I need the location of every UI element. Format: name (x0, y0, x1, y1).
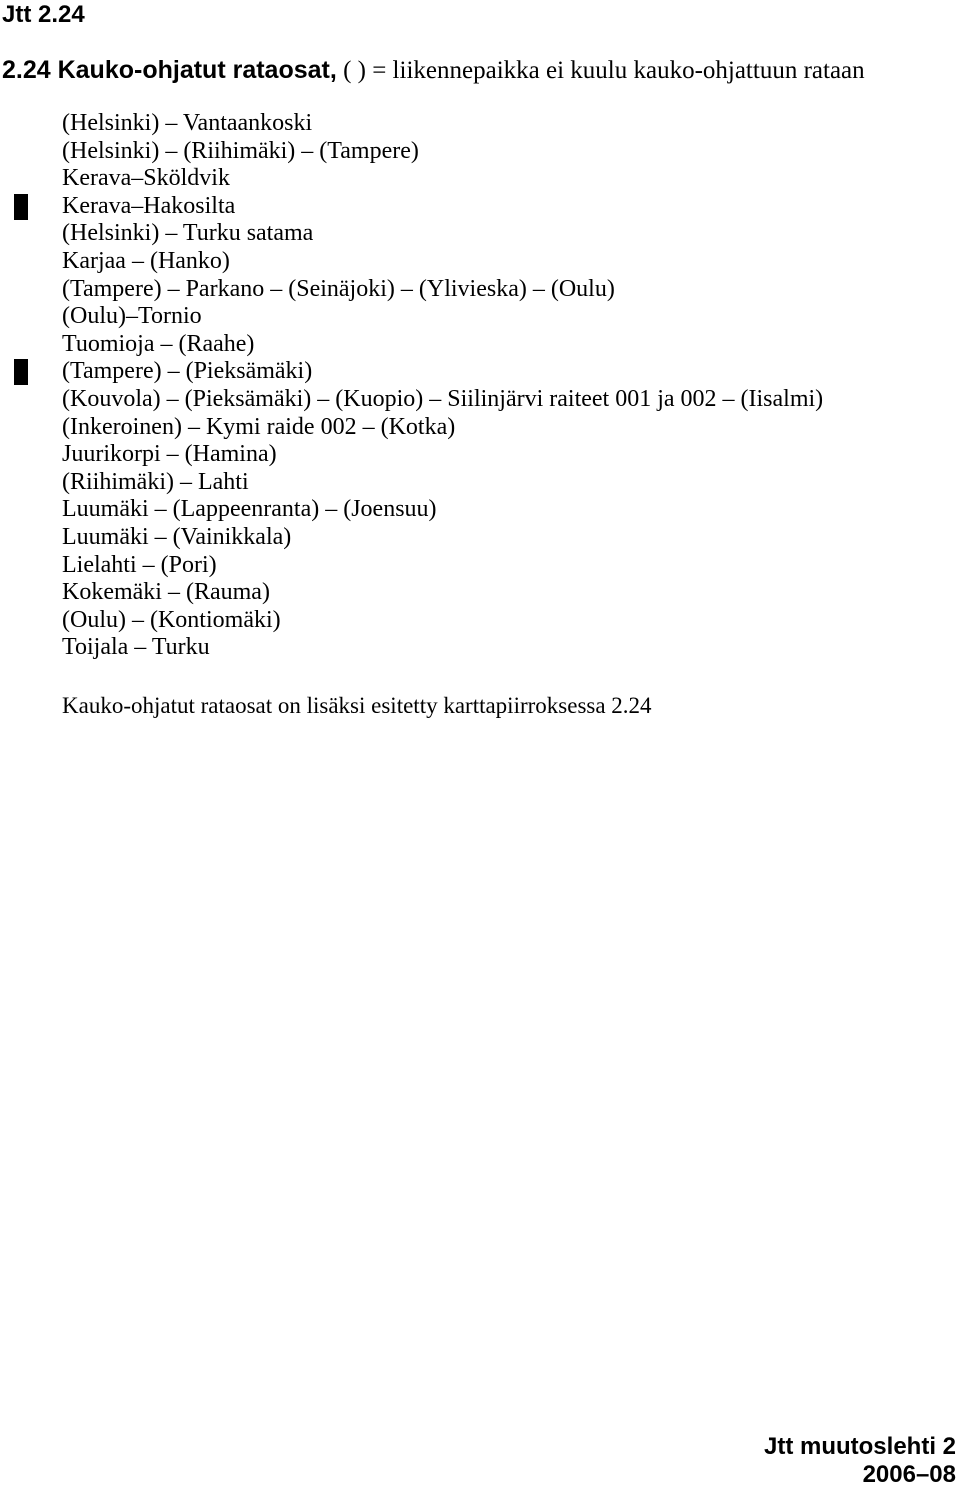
route-text: (Tampere) – Parkano – (Seinäjoki) – (Ylivieska) – (Oulu) (62, 275, 615, 302)
route-text: (Oulu)–Tornio (62, 303, 202, 330)
route-text: (Helsinki) – Turku satama (62, 220, 314, 247)
route-text: Kerava–Hakosilta (62, 192, 236, 219)
document-code: Jtt 2.24 (2, 1, 85, 28)
route-text: Kerava–Sköldvik (62, 165, 230, 192)
map-reference-note: Kauko-ohjatut rataosat on lisäksi esitetty karttapiirroksessa 2.24 (62, 693, 652, 718)
route-item (62, 248, 823, 276)
change-marker (14, 359, 28, 385)
route-item (62, 441, 823, 469)
route-text: Karjaa – (Hanko) (62, 247, 230, 274)
section-heading (2, 54, 865, 87)
route-item (62, 358, 823, 386)
route-item (62, 552, 823, 580)
route-list (62, 110, 823, 662)
route-text: Juurikorpi – (Hamina) (62, 441, 277, 468)
route-item (62, 579, 823, 607)
route-text: (Helsinki) – Vantaankoski (62, 110, 313, 136)
route-text: Kokemäki – (Rauma) (62, 579, 270, 606)
route-text: Luumäki – (Vainikkala) (62, 523, 292, 550)
route-item (62, 469, 823, 497)
route-item (62, 496, 823, 524)
amendment-date: 2006–08 (862, 1461, 956, 1488)
route-text: (Inkeroinen) – Kymi raide 002 – (Kotka) (62, 413, 456, 440)
route-text: Tuomioja – (Raahe) (62, 330, 255, 357)
route-item (62, 331, 823, 359)
route-item (62, 524, 823, 552)
route-text: (Helsinki) – (Riihimäki) – (Tampere) (62, 137, 419, 164)
route-item (62, 607, 823, 635)
route-item (62, 138, 823, 166)
route-text: (Riihimäki) – Lahti (62, 468, 249, 495)
route-text: (Tampere) – (Pieksämäki) (62, 358, 313, 385)
route-item (62, 634, 823, 662)
route-text: (Oulu) – (Kontiomäki) (62, 606, 281, 633)
route-item (62, 165, 823, 193)
route-item (62, 220, 823, 248)
route-text: Lielahti – (Pori) (62, 551, 217, 578)
route-item (62, 110, 823, 138)
route-text: Toijala – Turku (62, 634, 210, 661)
section-subtitle: ( ) = liikennepaikka ei kuulu kauko-ohjattuun rataan (343, 57, 865, 84)
page-footer (764, 1433, 956, 1489)
route-item (62, 386, 823, 414)
change-marker (14, 194, 28, 220)
route-item (62, 193, 823, 221)
route-text: (Kouvola) – (Pieksämäki) – (Kuopio) – Siilinjärvi raiteet 001 ja 002 – (Iisalmi) (62, 385, 824, 412)
route-text: Luumäki – (Lappeenranta) – (Joensuu) (62, 496, 437, 523)
route-item (62, 414, 823, 442)
section-number-title: 2.24 Kauko-ohjatut rataosat, (2, 56, 337, 84)
route-item (62, 303, 823, 331)
route-item (62, 276, 823, 304)
amendment-label: Jtt muutoslehti 2 (763, 1433, 956, 1460)
